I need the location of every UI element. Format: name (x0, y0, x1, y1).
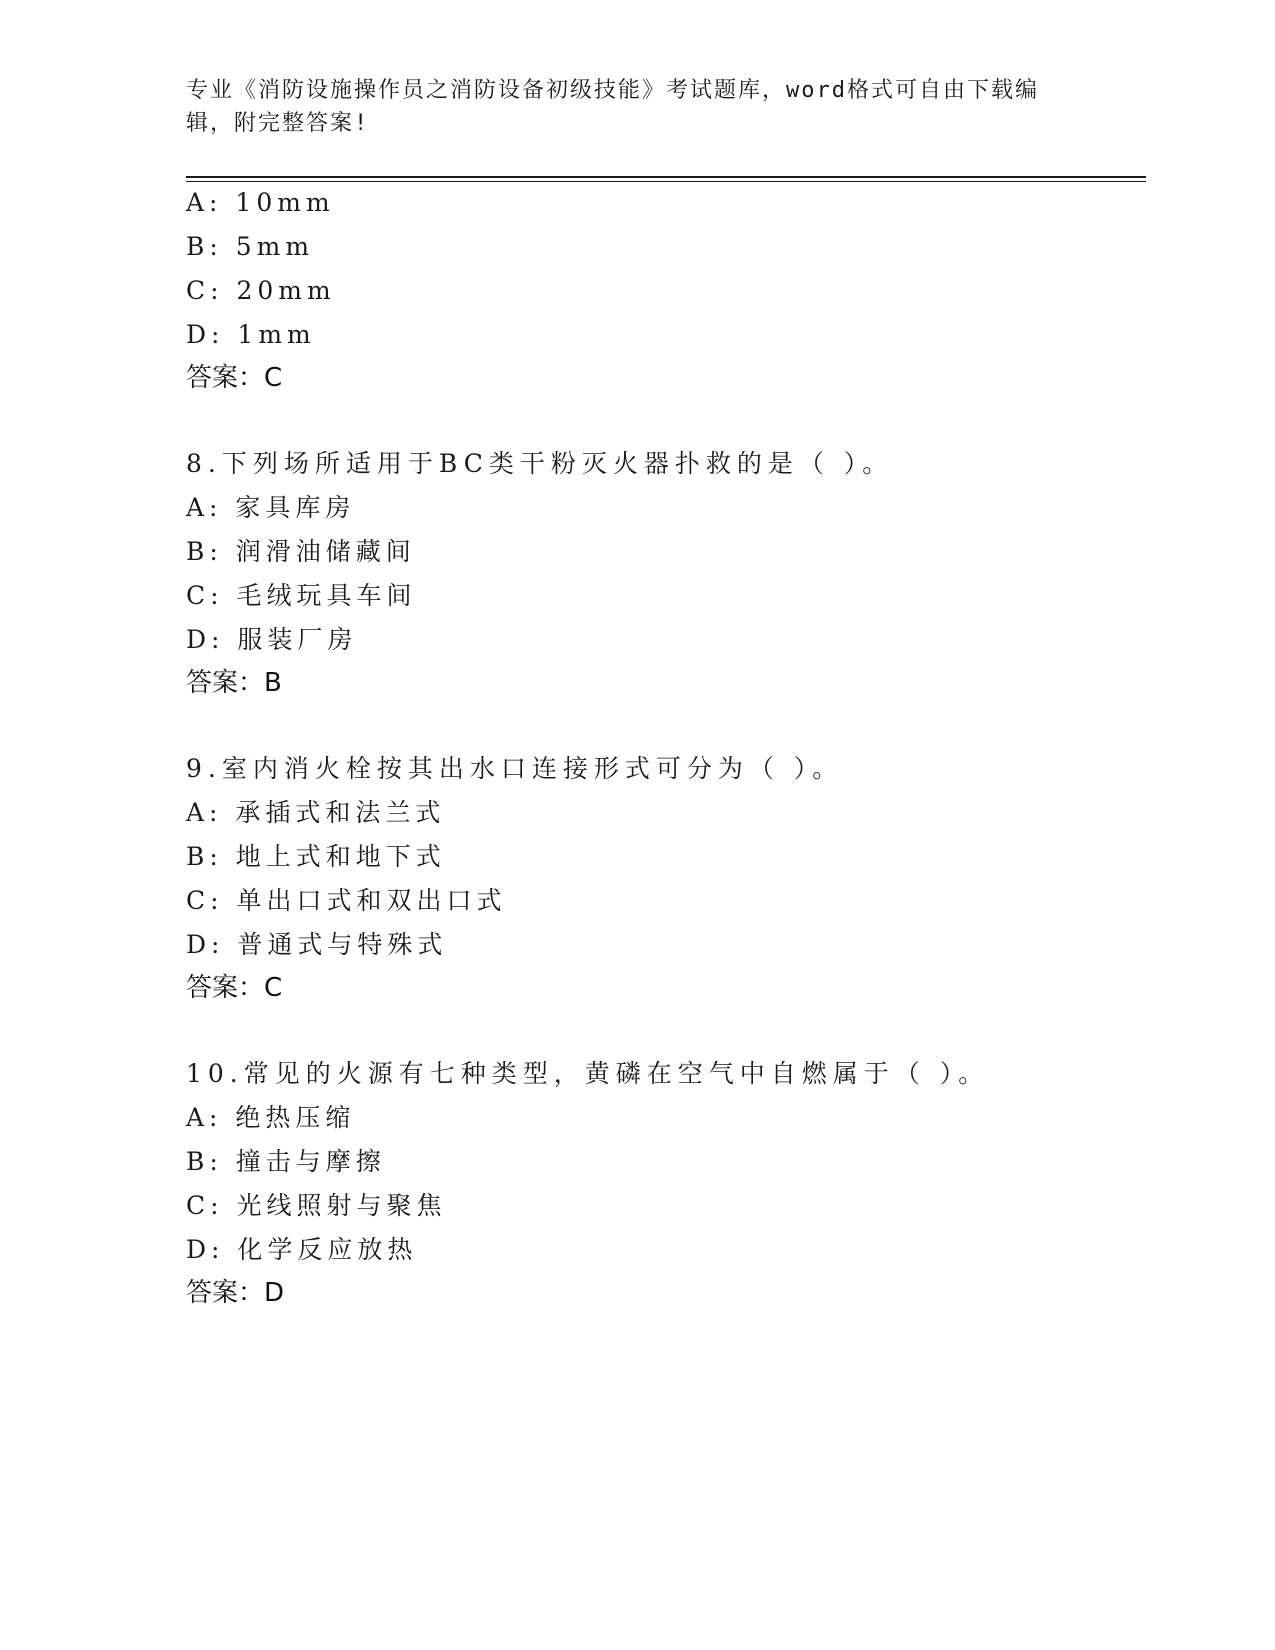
q7-option-d: D: 1mm (186, 320, 316, 349)
header-line-2: 辑，附完整答案! (186, 111, 370, 136)
q9-option-c: C: 单出口式和双出口式 (186, 886, 507, 915)
q7-option-a: A: 10mm (186, 188, 335, 217)
document-header (186, 74, 1086, 140)
q8-option-d: D: 服装厂房 (186, 625, 358, 654)
q7-option-c: C: 20mm (186, 276, 336, 305)
q9-option-d: D: 普通式与特殊式 (186, 930, 448, 959)
q10-option-d: D: 化学反应放热 (186, 1235, 418, 1264)
q9-answer: 答案：C (186, 973, 283, 1003)
q7-option-b: B: 5mm (186, 232, 315, 261)
q10-option-c: C: 光线照射与聚焦 (186, 1191, 447, 1220)
q8-option-b: B: 润滑油储藏间 (186, 537, 416, 566)
q7-answer: 答案：C (186, 363, 283, 393)
q10-question: 10.常见的火源有七种类型，黄磷在空气中自燃属于（ ）。 (186, 1059, 990, 1088)
header-rule-thick (186, 176, 1146, 178)
q8-answer: 答案：B (186, 668, 282, 698)
q10-option-a: A: 绝热压缩 (186, 1103, 356, 1132)
q8-option-a: A: 家具库房 (186, 493, 356, 522)
q9-question: 9.室内消火栓按其出水口连接形式可分为（ ）。 (186, 754, 844, 783)
q8-option-c: C: 毛绒玩具车间 (186, 581, 417, 610)
header-rule-thin (186, 181, 1146, 182)
q10-answer: 答案：D (186, 1278, 285, 1308)
q8-question: 8.下列场所适用于BC类干粉灭火器扑救的是（ ）。 (186, 449, 894, 478)
q10-option-b: B: 撞击与摩擦 (186, 1147, 386, 1176)
q9-option-a: A: 承插式和法兰式 (186, 798, 446, 827)
header-line-1: 专业《消防设施操作员之消防设备初级技能》考试题库，word格式可自由下载编 (186, 78, 1039, 103)
q9-option-b: B: 地上式和地下式 (186, 842, 446, 871)
